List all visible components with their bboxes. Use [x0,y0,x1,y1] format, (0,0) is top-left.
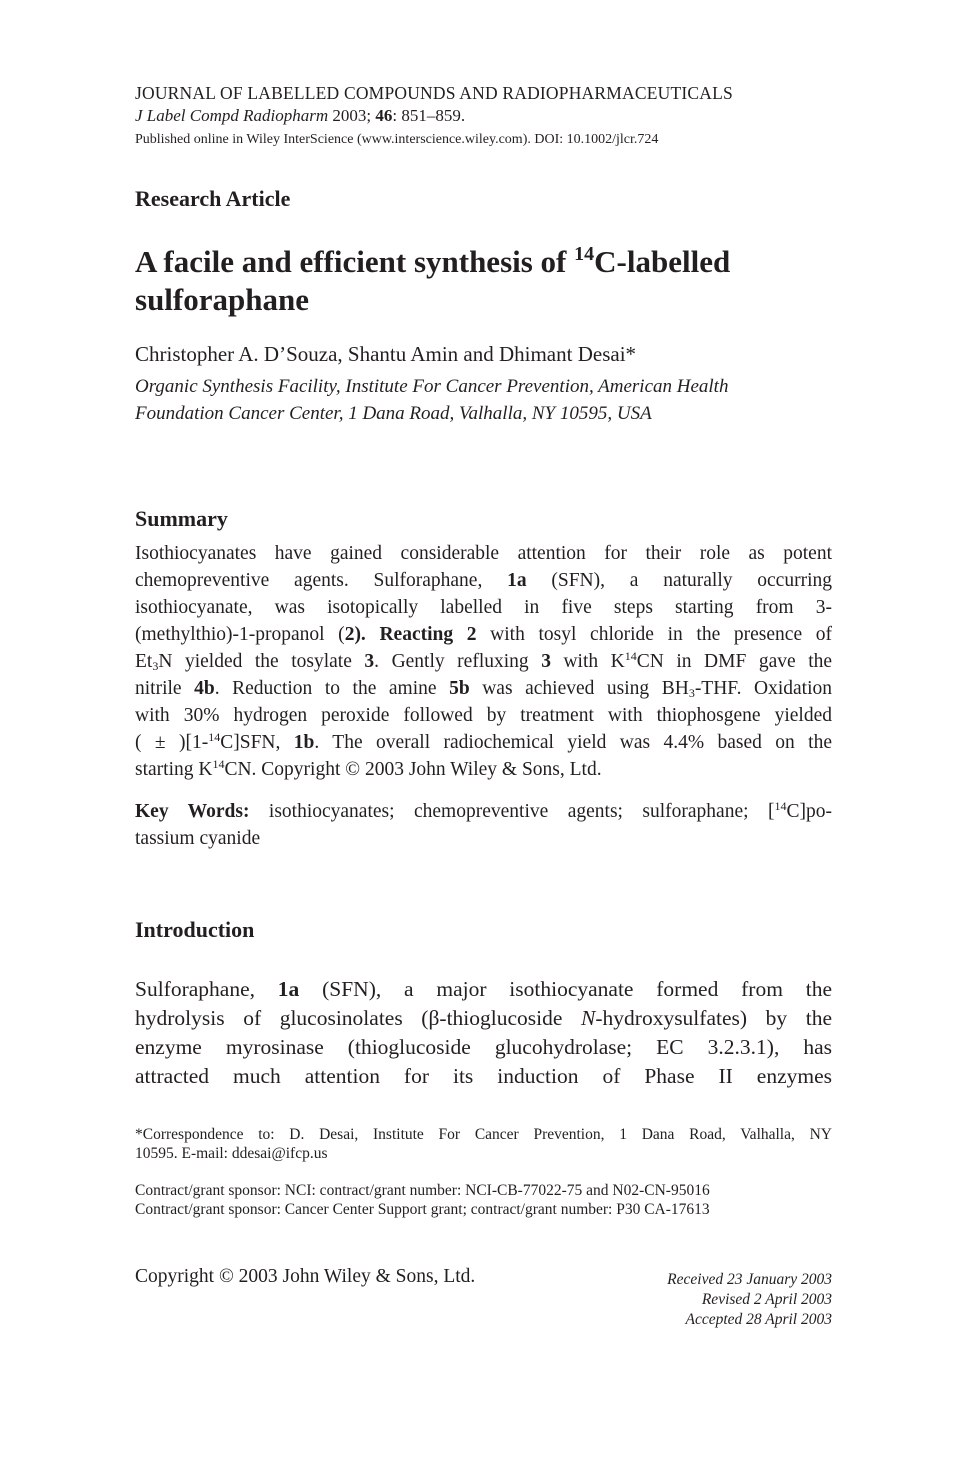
summary-line: $Et_3N$ yielded the tosylate 3. Gently refluxing 3 with $K^{14}CN$ in DMF gave the [135,649,833,673]
introduction-paragraph [135,975,832,1091]
introduction-line: enzyme myrosinase (thioglucoside glucohydrolase; EC 3.2.3.1), has [135,1035,832,1059]
introduction-heading: Introduction [135,917,255,942]
article-title [135,243,835,319]
summary-line: (methylthio)-1-propanol (2). Reacting 2 with tosyl chloride in the presence of [135,624,832,645]
affiliation-line: Organic Synthesis Facility, Institute For Cancer Prevention, American Health [135,376,729,397]
author-list: Christopher A. D’Souza, Shantu Amin and Dhimant Desai* [135,342,637,366]
title-isotope-sup: 14 [574,243,595,265]
introduction-line: Sulforaphane, 1a (SFN), a major isothiocyanate formed from the [135,977,832,1001]
keywords-line: Key Words: isothiocyanates; chemopreventive agents; sulforaphane; [$^{14}$C]po- [135,799,832,822]
footnote-line: *Correspondence to: D. Desai, Institute For Cancer Prevention, 1 Dana Road, Valhalla, NY [135,1126,832,1143]
summary-line: nitrile 4b. Reduction to the amine 5b was achieved using $BH_3$-THF. Oxidation [135,678,832,700]
keywords [135,798,832,852]
summary-line: chemopreventive agents. Sulforaphane, 1a (SFN), a naturally occurring [135,570,832,591]
grant-sponsor-line: Contract/grant sponsor: NCI: contract/grant number: NCI-CB-77022-75 and N02-CN-95016 [135,1182,710,1199]
introduction-line: attracted much attention for its induction of Phase II enzymes [135,1064,832,1088]
summary-line: isothiocyanate, was isotopically labelled in five steps starting from 3- [135,597,832,618]
keywords-label: Key Words: [135,801,250,822]
summary-paragraph [135,540,832,783]
summary-line: starting $K^{14}CN$. Copyright © 2003 John Wiley & Sons, Ltd. [135,757,602,780]
footnote-line: 10595. E-mail: ddesai@ifcp.us [135,1145,328,1162]
affiliation-line: Foundation Cancer Center, 1 Dana Road, Valhalla, NY 10595, USA [135,403,652,424]
journal-citation [135,106,465,126]
article-dates [667,1270,832,1330]
summary-line: with 30% hydrogen peroxide followed by treatment with thiophosgene yielded [135,705,832,726]
journal-pages: : 851–859. [392,106,466,125]
journal-volume: 46 [375,106,393,125]
journal-name: JOURNAL OF LABELLED COMPOUNDS AND RADIOPHARMACEUTICALS [135,83,733,103]
published-online-note: Published online in Wiley InterScience (www.interscience.wiley.com). DOI: 10.1002/jlcr.724 [135,132,659,147]
journal-year: 2003; [332,106,372,125]
summary-heading: Summary [135,506,228,531]
title-part2: C-labelled sulforaphane [135,244,731,317]
grant-sponsors [135,1181,710,1219]
summary-line: Isothiocyanates have gained considerable attention for their role as potent [135,543,832,564]
received-date: Received 23 January 2003 [667,1271,832,1288]
article-type-label: Research Article [135,186,291,211]
grant-sponsor-line: Contract/grant sponsor: Cancer Center Support grant; contract/grant number: P30 CA-17613 [135,1201,710,1218]
affiliation [135,373,835,427]
copyright-notice: Copyright © 2003 John Wiley & Sons, Ltd. [135,1266,476,1287]
revised-date: Revised 2 April 2003 [701,1291,832,1308]
title-part1: A facile and efficient synthesis of [135,244,575,279]
journal-abbrev: J Label Compd Radiopharm [135,106,329,125]
correspondence-footnote [135,1125,832,1163]
introduction-line: hydrolysis of glucosinolates (β-thioglucoside N-hydroxysulfates) by the [135,1006,832,1030]
accepted-date: Accepted 28 April 2003 [685,1311,832,1328]
keywords-line: tassium cyanide [135,828,261,849]
summary-line: ( ± )[1-$^{14}$C]SFN, 1b. The overall radiochemical yield was 4.4% based on the [135,730,832,753]
